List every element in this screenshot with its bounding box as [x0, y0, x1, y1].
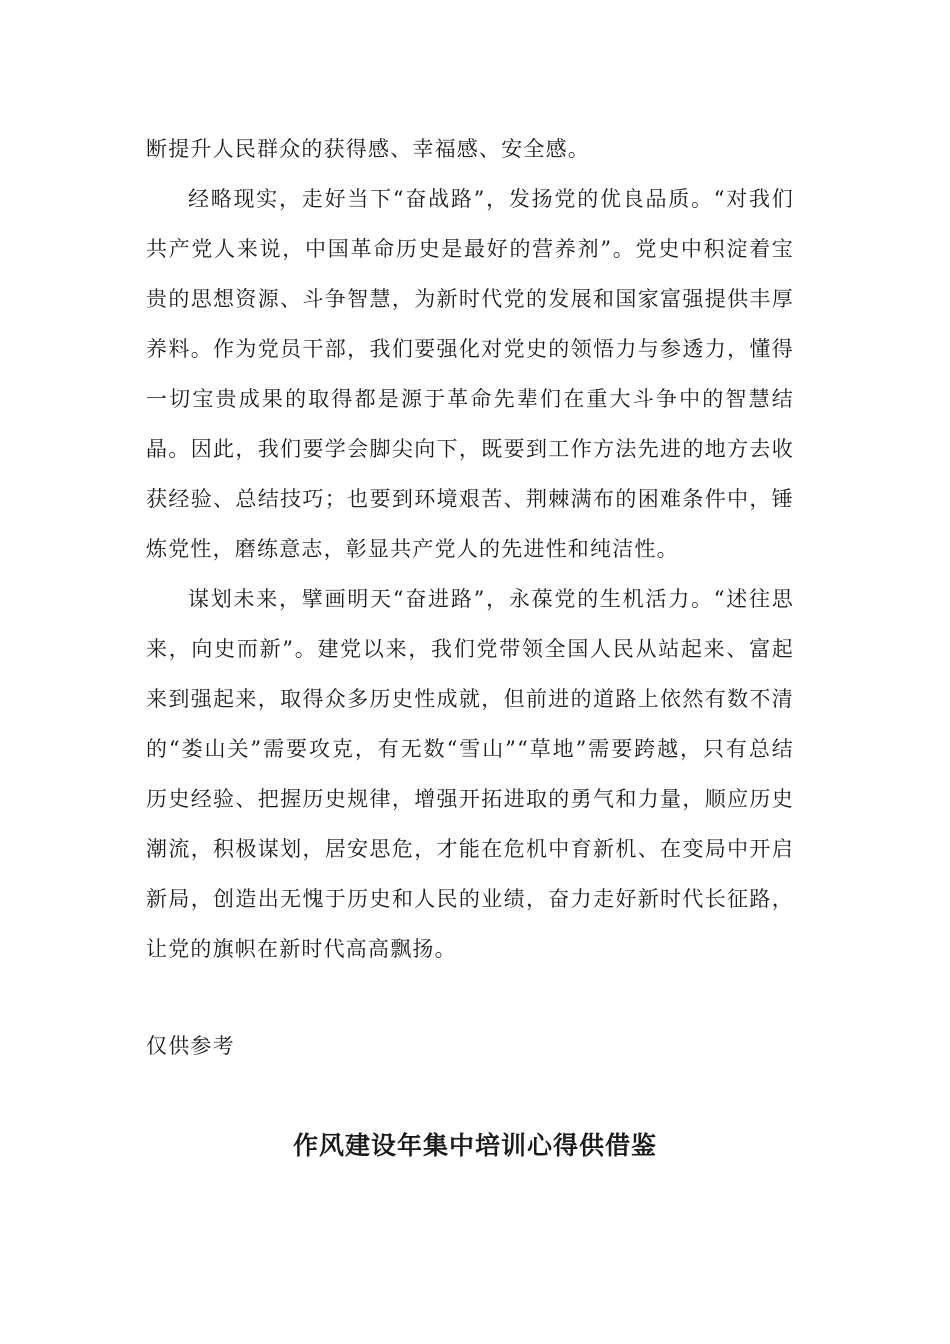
next-article-title: 作风建设年集中培训心得供借鉴 — [292, 1131, 657, 1160]
paragraph-advance-road: 谋划未来，擘画明天“奋进路”，永葆党的生机活力。“述往思来，向史而新”。建党以来，我们党带领全国人民从站起来、富起来到强起来，取得众多历史性成就，但前进的道路上依然有数不清的“娄山关”需要攻克，有无数“雪山”“草地”需要跨越，只有总结历史经验、把握历史规律，增强开拓进取的勇气和力量，顺应历史潮流，积极谋划，居安思危，才能在危机中育新机、在变局中开启新局，创造出无愧于历史和人民的业绩，奋力走好新时代长征路，让党的旗帜在新时代高高飘扬。 — [146, 587, 794, 961]
continuation-paragraph: 断提升人民群众的获得感、幸福感、安全感。 — [146, 137, 590, 161]
paragraph-strive-road: 经略现实，走好当下“奋战路”，发扬党的优良品质。“对我们共产党人来说，中国革命历史是最好的营养剂”。党史中积淀着宝贵的思想资源、斗争智慧，为新时代党的发展和国家富强提供丰厚养料。作为党员干部，我们要强化对党史的领悟力与参透力，懂得一切宝贵成果的取得都是源于革命先辈们在重大斗争中的智慧结晶。因此，我们要学会脚尖向下，既要到工作方法先进的地方去收获经验、总结技巧；也要到环境艰苦、荆棘满布的困难条件中，锤炼党性，磨练意志，彰显共产党人的先进性和纯洁性。 — [146, 187, 794, 561]
document-body — [146, 124, 794, 974]
reference-note: 仅供参考 — [146, 1034, 235, 1058]
